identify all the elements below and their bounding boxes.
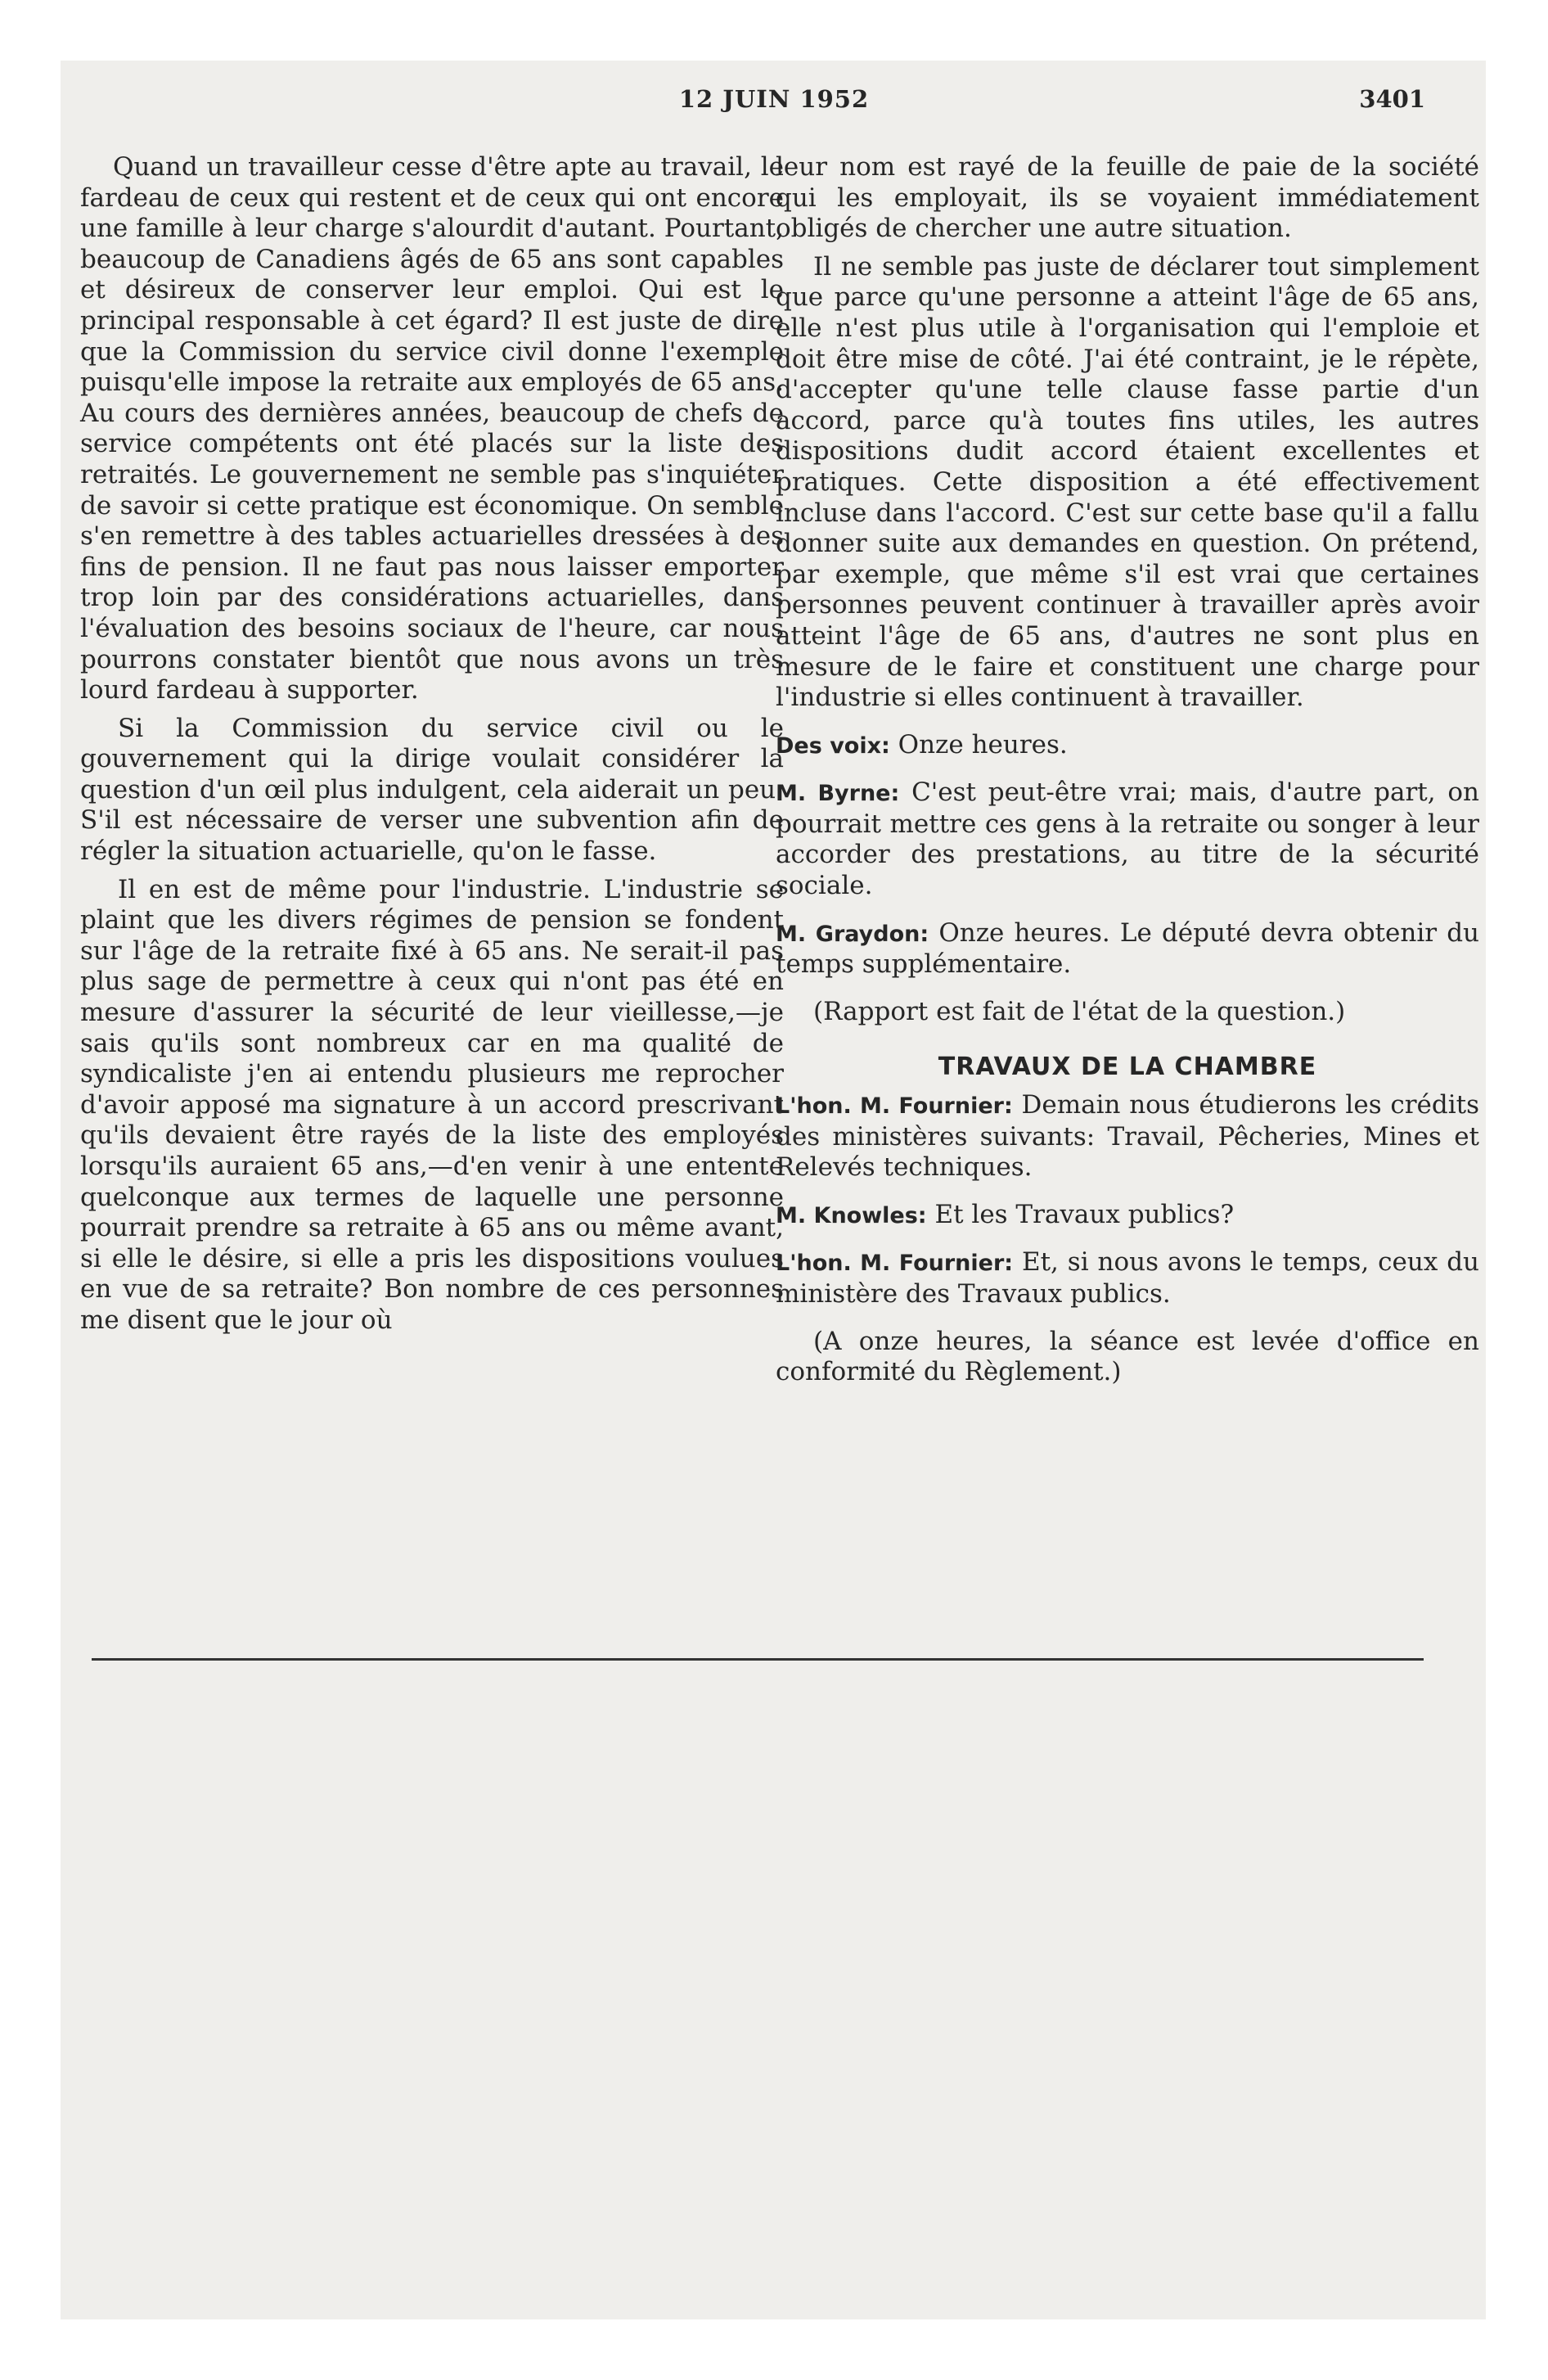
paragraph: Quand un travailleur cesse d'être apte au travail, le fardeau de ceux qui restent et de ceux qui ont encore une famille à leur charge s'alourdit d'autant. Pourtant, beaucoup de Canadiens âgés de 65 ans sont capables et désireux de conserver leur emploi. Qui est le principal responsable à cet égard? Il est juste de dire que la Commission du service civil donne l'exemple puisqu'elle impose la retraite aux employés de 65 ans. Au cours des dernières années, beaucoup de chefs de service compétents ont été placés sur la liste des retraités. Le gouvernement ne semble pas s'inquiéter de savoir si cette pratique est économique. On semble s'en remettre à des tables actuarielles dressées à des fins de pension. Il ne faut pas nous laisser emporter trop loin par des considérations actuarielles, dans l'évaluation des besoins sociaux de l'heure, car nous pourrons constater bientôt que nous avons un très lourd fardeau à supporter. [80,152,784,705]
speech-graydon [776,918,1479,980]
speaker-name: M. Byrne: [776,781,900,807]
speech-knowles [776,1200,1479,1232]
speaker-name: L'hon. M. Fournier: [776,1093,1013,1120]
left-column [80,152,784,1336]
procedural-note: (Rapport est fait de l'état de la question.) [813,996,1346,1026]
speech-text: Et les Travaux publics? [934,1199,1235,1229]
paragraph: leur nom est rayé de la feuille de paie de la société qui les employait, ils se voyaient immédiatement obligés de chercher une autre situation. [776,152,1479,244]
speaker-name: M. Graydon: [776,921,929,947]
speech-fournier [776,1247,1479,1309]
speaker-name: Des voix: [776,732,890,759]
procedural-note: (A onze heures, la séance est levée d'office en conformité du Règlement.) [776,1326,1479,1387]
page-date: 12 JUIN 1952 [678,85,870,113]
speech-byrne [776,778,1479,901]
section-heading: TRAVAUX DE LA CHAMBRE [938,1053,1317,1082]
paragraph: Il ne semble pas juste de déclarer tout simplement que parce qu'une personne a atteint l'âge de 65 ans, elle n'est plus utile à l'organisation qui l'emploie et doit être mise de côté. J'ai été contraint, je le répète, d'accepter qu'une telle clause fasse partie d'un accord, parce qu'à toutes fins utiles, les autres dispositions dudit accord étaient excellentes et pratiques. Cette disposition a été effectivement incluse dans l'accord. C'est sur cette base qu'il a fallu donner suite aux demandes en question. On prétend, par exemple, que même s'il est vrai que certaines personnes peuvent continuer à travailler après avoir atteint l'âge de 65 ans, d'autres ne sont plus en mesure de le faire et constituent une charge pour l'industrie si elles continuent à travailler. [776,251,1479,713]
speech-text: Onze heures. Le député devra obtenir du temps supplémentaire. [776,917,1480,980]
speech-text: Demain nous étudierons les crédits des ministères suivants: Travail, Pêcheries, Mines et Relevés techniques. [776,1090,1479,1183]
speech-fournier [776,1090,1479,1183]
paragraph: Si la Commission du service civil ou le gouvernement qui la dirige voulait considérer la question d'un œil plus indulgent, cela aiderait un peu. S'il est nécessaire de verser une subvention afin de régler la situation actuarielle, qu'on le fasse. [80,713,784,867]
page-number: 3401 [1359,85,1425,113]
speech-voices [776,730,1479,762]
right-column [776,152,1479,1388]
speech-text: C'est peut-être vrai; mais, d'autre part, on pourrait mettre ces gens à la retraite ou songer à leur accorder des prestations, au titre de la sécurité sociale. [776,778,1479,901]
paragraph: Il en est de même pour l'industrie. L'industrie se plaint que les divers régimes de pension se fondent sur l'âge de la retraite fixé à 65 ans. Ne serait-il pas plus sage de permettre à ceux qui n'ont pas été en mesure d'assurer la sécurité de leur vieillesse,—je sais qu'ils sont nombreux car en ma qualité de syndicaliste j'en ai entendu plusieurs me reprocher d'avoir apposé ma signature à un accord prescrivant qu'ils devaient être rayés de la liste des employés lorsqu'ils auraient 65 ans,—d'en venir à une entente quelconque aux termes de laquelle une personne pourrait prendre sa retraite à 65 ans ou même avant, si elle le désire, si elle a pris les dispositions voulues en vue de sa retraite? Bon nombre de ces personnes me disent que le jour où [80,874,784,1335]
speech-text: Et, si nous avons le temps, ceux du ministère des Travaux publics. [776,1247,1480,1309]
speech-text: Onze heures. [898,729,1068,760]
speaker-name: M. Knowles: [776,1202,927,1228]
end-rule [92,1658,1424,1661]
speaker-name: L'hon. M. Fournier: [776,1251,1014,1277]
